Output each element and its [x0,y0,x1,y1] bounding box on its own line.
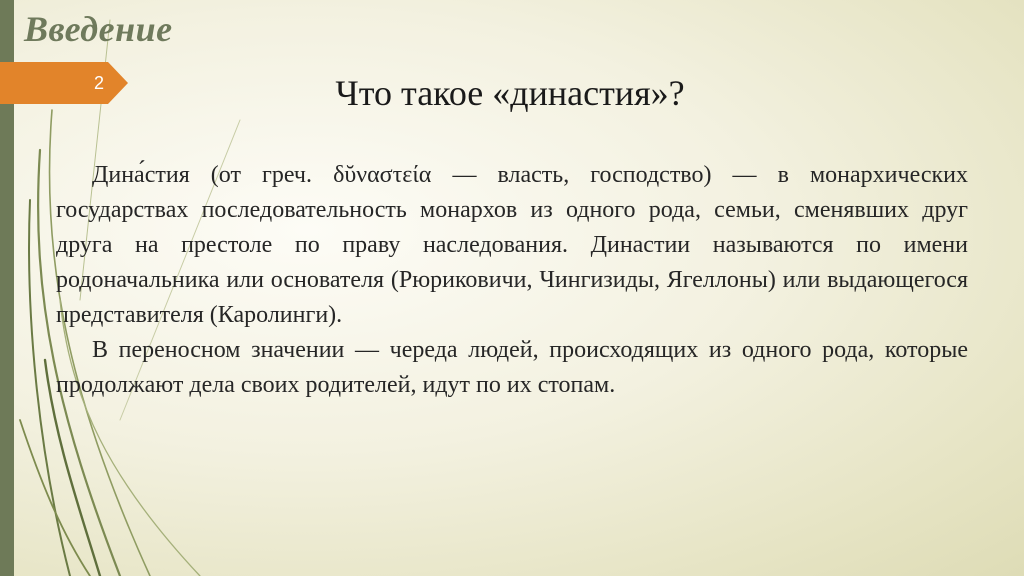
slide-number-tab [0,62,130,104]
definition-paragraph: Дина́стия (от греч. δῠναστεία — власть, господство) — в монархических государствах последовательность монархов из одного рода, семьи, сменявших друг друга на престоле по праву наследования. Династии называются по имени родоначальника или основателя (Рюриковичи, Чингизиды, Ягеллоны) или выдающегося представителя (Каролинги). [56,162,968,328]
slide-number: 2 [93,73,104,93]
slide-heading: Что такое «династия»? [335,73,685,113]
body-text [56,158,968,403]
section-title: Введение [24,9,173,49]
figurative-meaning-paragraph: В переносном значении — череда людей, происходящих из одного рода, которые продолжают дела своих родителей, идут по их стопам. [56,337,968,398]
